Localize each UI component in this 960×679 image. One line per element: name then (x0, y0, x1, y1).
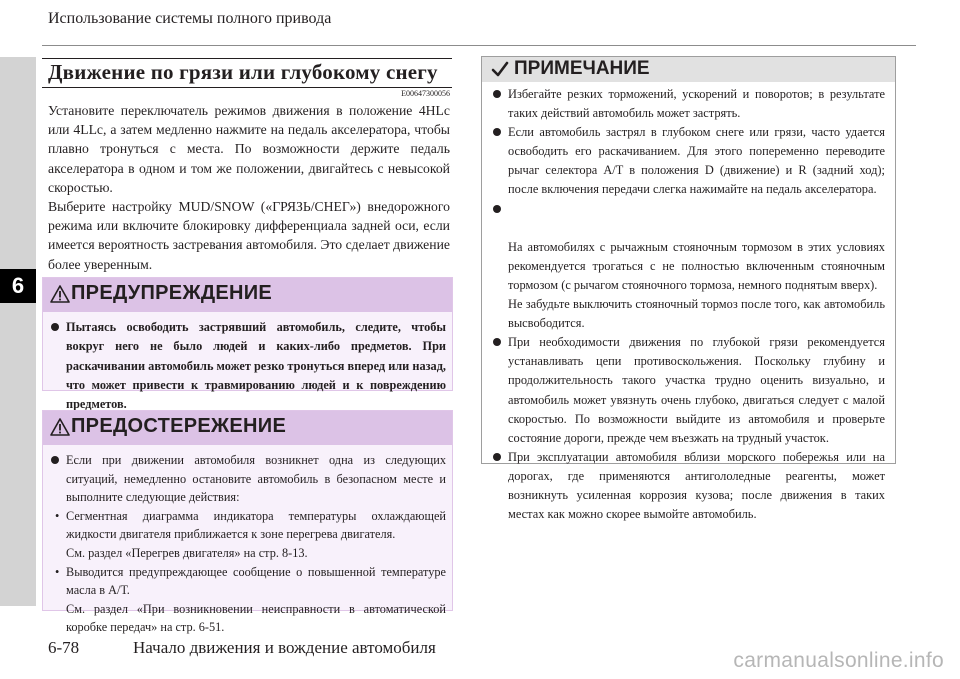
note-item (491, 123, 885, 199)
bullet-icon (493, 205, 501, 213)
caution-body (43, 445, 452, 635)
warning-triangle-icon (50, 285, 70, 303)
note-item-text: При необходимости движения по глубокой грязи рекомендуется устанавливать цепи противоскольжения. Поскольку глубину и продолжительность такого участка трудно оценить визуально, и автомобиль может увязнуть очень глубоко, двигаться следует с малой скоростью. По возможности выйдите из автомобиля и проверьте состояние дороги, прежде чем въезжать на трудный участок. (508, 335, 885, 445)
note-item (491, 85, 885, 123)
warning-header (43, 278, 452, 312)
note-item (491, 333, 885, 448)
bullet-icon (51, 323, 59, 331)
section-rule-bottom (42, 87, 452, 88)
caution-triangle-icon (50, 418, 70, 436)
caution-sub-item (49, 507, 446, 563)
note-item (491, 200, 885, 334)
chapter-side-tab (0, 57, 36, 606)
body-paragraph-2: Выберите настройку MUD/SNOW («ГРЯЗЬ/СНЕГ») внедорожного режима или включите блокировку дифференциала задней оси, если имеется вероятность застревания автомобиля. Это сделает движение более уверенным. (48, 199, 450, 272)
warning-box (42, 277, 453, 412)
sub-item-marker: • (55, 508, 60, 523)
sub-item-text: Сегментная диаграмма индикатора температуры охлаждающей жидкости двигателя приближается к зоне перегрева двигателя. (66, 508, 446, 542)
warning-body (43, 312, 452, 412)
warning-item-text: Пытаясь освободить застрявший автомобиль, следите, чтобы вокруг него не было людей и каких-либо предметов. При раскачивании автомобиль может резко тронуться вперед или назад, что может привести к травмированию людей и к повреждению предметов. (66, 320, 446, 412)
section-code: E00647300056 (401, 89, 450, 98)
header-rule (42, 45, 916, 46)
sub-item-reference: См. раздел «Перегрев двигателя» на стр. 8-13. (66, 545, 308, 560)
sub-item-text: Выводится предупреждающее сообщение о повышенной температуре масла в А/Т. (66, 564, 446, 598)
note-item-text: Избегайте резких торможений, ускорений и поворотов; в результате таких действий автомобиль может застрять. (508, 87, 885, 121)
bullet-icon (493, 453, 501, 461)
caution-sub-item (49, 563, 446, 637)
sub-item-reference: См. раздел «При возникновении неисправности в автоматической коробке передач» на стр. 6-51. (66, 601, 446, 635)
bullet-icon (493, 128, 501, 136)
warning-item (49, 318, 446, 414)
caution-box (42, 410, 453, 635)
footer-chapter-title: Начало движения и вождение автомобиля (133, 638, 436, 657)
note-item-text: При эксплуатации автомобиля вблизи морского побережья или на дорогах, где применяются антигололедные реагенты, может возникнуть усиленная коррозия кузова; после движения в таких местах как можно скорее вымойте автомобиль. (508, 449, 885, 522)
note-box (481, 56, 896, 522)
caution-intro-text: Если при движении автомобиля возникнет одна из следующих ситуаций, немедленно остановите автомобиль в безопасном месте и выполните следующие действия: (66, 453, 446, 505)
check-note-icon (491, 61, 509, 78)
warning-title: ПРЕДУПРЕЖДЕНИЕ (71, 282, 273, 304)
note-item-text: Если автомобиль застрял в глубоком снеге или грязи, часто удается освободить его раскачиванием. Для этого попеременно переводите рычаг селектора A/T в положения D (движение) и R (задний ход); после включения передачи слегка нажимайте на педаль акселератора. (508, 125, 885, 197)
chapter-number: 6 (0, 269, 36, 303)
note-title: ПРИМЕЧАНИЕ (514, 58, 650, 79)
section-rule-top (42, 58, 452, 59)
header-title: Использование системы полного привода (48, 10, 332, 27)
note-item (491, 448, 885, 524)
footer-page-number: 6-78 (48, 638, 80, 657)
caution-title: ПРЕДОСТЕРЕЖЕНИЕ (71, 415, 287, 437)
note-item-text: На автомобилях с рычажным стояночным тормозом в этих условиях рекомендуется трогаться с не полностью включенным стояночным тормозом (с рычагом стояночного тормоза, немного поднятым вверх). Не забудьте выключить стояночный тормоз после того, как автомобиль высвободится. (508, 239, 885, 331)
caution-header (43, 411, 452, 445)
caution-intro (49, 451, 446, 507)
section-body (48, 101, 450, 274)
note-header (482, 57, 895, 82)
section-title: Движение по грязи или глубокому снегу (48, 60, 438, 84)
bullet-icon (51, 456, 59, 464)
bullet-icon (493, 338, 501, 346)
watermark-link[interactable]: carmanualsonline.info (733, 649, 944, 672)
body-paragraph-1: Установите переключатель режимов движения в положение 4HLc или 4LLc, а затем медленно нажмите на педаль акселератора, чтобы плавно тронуться с места. По возможности держите педаль акселератора в одном и том же положении, двигайтесь с невысокой скоростью. (48, 103, 450, 195)
sub-item-marker: • (55, 564, 60, 579)
bullet-icon (493, 90, 501, 98)
note-body (482, 83, 895, 524)
